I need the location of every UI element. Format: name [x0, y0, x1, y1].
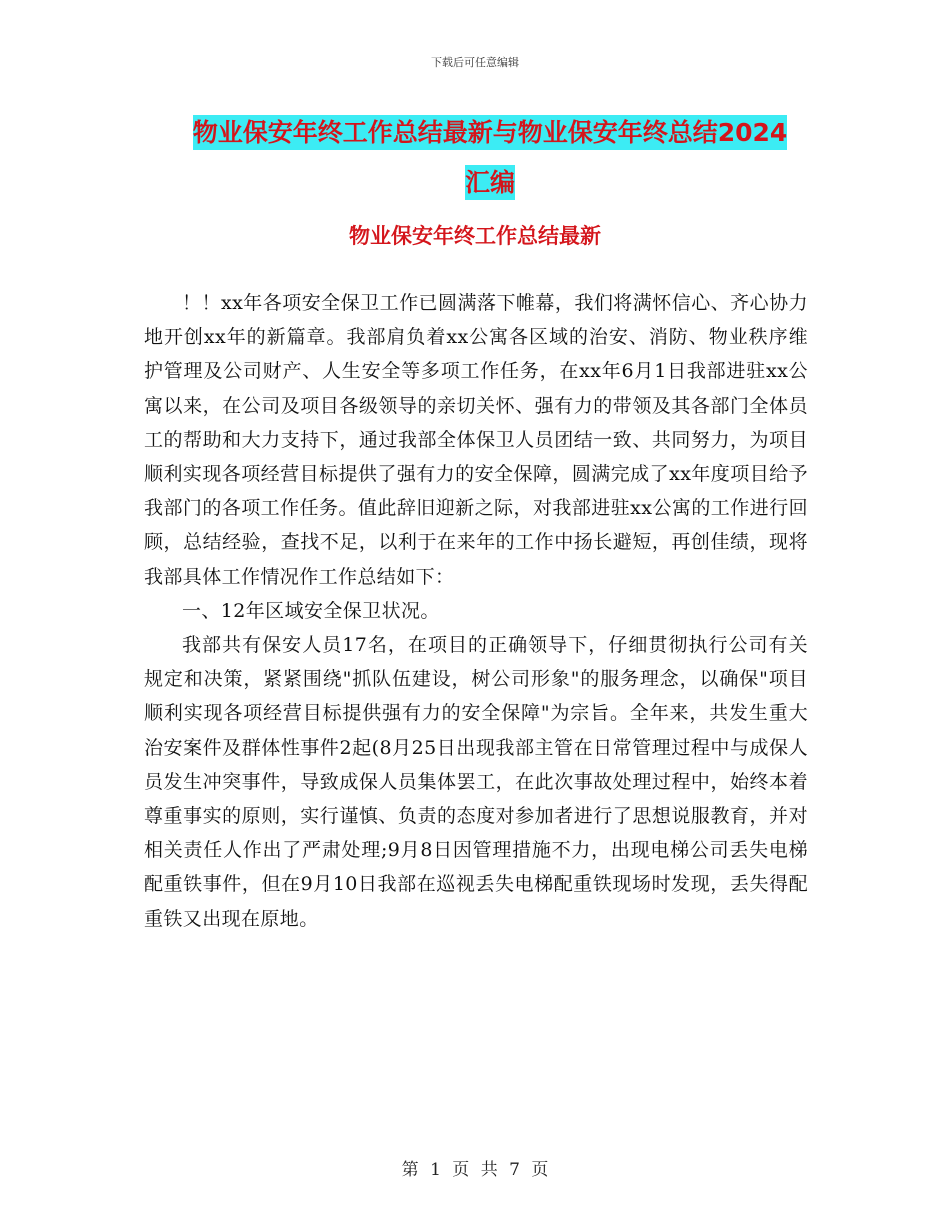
paragraph-1: ！！xx年各项安全保卫工作已圆满落下帷幕，我们将满怀信心、齐心协力地开创xx年的新篇章。我部肩负着xx公寓各区域的治安、消防、物业秩序维护管理及公司财产、人生安全等多项工作任务，在xx年6月1日我部进驻xx公寓以来，在公司及项目各级领导的亲切关怀、强有力的带领及其各部门全体员工的帮助和大力支持下，通过我部全体保卫人员团结一致、共同努力，为项目顺利实现各项经营目标提供了强有力的安全保障，圆满完成了xx年度项目给予我部门的各项工作任务。值此辞旧迎新之际，对我部进驻xx公寓的工作进行回顾，总结经验，查找不足，以利于在来年的工作中扬长避短，再创佳绩，现将我部具体工作情况作工作总结如下：: [144, 292, 808, 588]
paragraph-3: 我部共有保安人员17名，在项目的正确领导下，仔细贯彻执行公司有关规定和决策，紧紧围绕"抓队伍建设，树公司形象"的服务理念，以确保"项目顺利实现各项经营目标提供强有力的安全保障"为宗旨。全年来，共发生重大治安案件及群体性事件2起(8月25日出现我部主管在日常管理过程中与成保人员发生冲突事件，导致成保人员集体罢工，在此次事故处理过程中，始终本着尊重事实的原则，实行谨慎、负责的态度对参加者进行了思想说服教育，并对相关责任人作出了严肃处理;9月8日因管理措施不力，出现电梯公司丢失电梯配重铁事件，但在9月10日我部在巡视丢失电梯配重铁现场时发现，丢失得配重铁又出现在原地。: [144, 634, 808, 930]
document-body: [144, 286, 808, 936]
main-title-line-1: 物业保安年终工作总结最新与物业保安年终总结2024: [193, 115, 788, 150]
page-number-footer: 第 1 页 共 7 页: [401, 1160, 549, 1180]
main-title-line-2: 汇编: [465, 165, 515, 200]
section-title: 物业保安年终工作总结最新: [349, 224, 601, 248]
header-note: 下载后可任意编辑: [431, 56, 519, 69]
main-title: [160, 108, 820, 208]
paragraph-2: 一、12年区域安全保卫状况。: [182, 599, 440, 622]
